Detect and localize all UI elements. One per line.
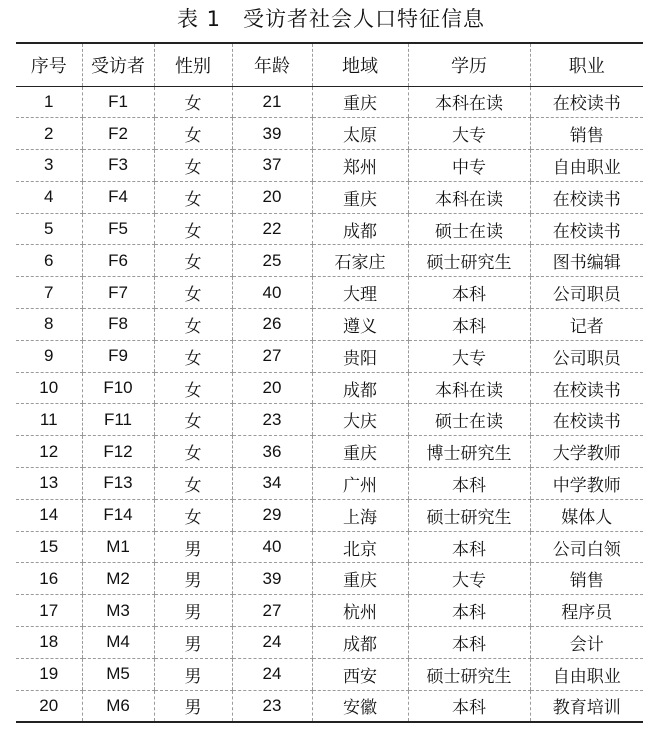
education-cell: 大专 [408, 340, 530, 372]
respondent-cell: F10 [82, 372, 154, 404]
gender-cell: 男 [154, 595, 232, 627]
region-cell: 成都 [312, 627, 408, 659]
occupation-cell: 自由职业 [530, 658, 643, 690]
id-cell: 10 [16, 372, 82, 404]
education-cell: 硕士研究生 [408, 499, 530, 531]
table-row [16, 627, 643, 659]
occupation-cell: 销售 [530, 118, 643, 150]
table-row [16, 213, 643, 245]
id-cell: 18 [16, 627, 82, 659]
age-cell: 21 [232, 86, 312, 118]
education-cell: 硕士研究生 [408, 658, 530, 690]
header-cell: 性别 [154, 43, 232, 86]
respondent-cell: F5 [82, 213, 154, 245]
gender-cell: 男 [154, 690, 232, 722]
respondent-cell: M1 [82, 531, 154, 563]
table-row [16, 309, 643, 341]
respondent-table [16, 42, 643, 723]
occupation-cell: 公司白领 [530, 531, 643, 563]
header-cell: 学历 [408, 43, 530, 86]
education-cell: 本科 [408, 690, 530, 722]
id-cell: 20 [16, 690, 82, 722]
id-cell: 1 [16, 86, 82, 118]
id-cell: 8 [16, 309, 82, 341]
education-cell: 本科在读 [408, 181, 530, 213]
occupation-cell: 媒体人 [530, 499, 643, 531]
gender-cell: 男 [154, 563, 232, 595]
header-cell: 序号 [16, 43, 82, 86]
education-cell: 大专 [408, 563, 530, 595]
occupation-cell: 自由职业 [530, 150, 643, 182]
header-cell: 地域 [312, 43, 408, 86]
education-cell: 本科 [408, 627, 530, 659]
education-cell: 中专 [408, 150, 530, 182]
age-cell: 23 [232, 404, 312, 436]
header-cell: 职业 [530, 43, 643, 86]
gender-cell: 男 [154, 627, 232, 659]
gender-cell: 女 [154, 309, 232, 341]
age-cell: 39 [232, 118, 312, 150]
age-cell: 26 [232, 309, 312, 341]
occupation-cell: 在校读书 [530, 372, 643, 404]
education-cell: 本科在读 [408, 372, 530, 404]
table-row [16, 404, 643, 436]
table-row [16, 372, 643, 404]
respondent-cell: F6 [82, 245, 154, 277]
respondent-cell: F7 [82, 277, 154, 309]
occupation-cell: 在校读书 [530, 181, 643, 213]
id-cell: 12 [16, 436, 82, 468]
education-cell: 本科 [408, 277, 530, 309]
gender-cell: 女 [154, 181, 232, 213]
table-body [16, 86, 643, 722]
respondent-cell: F11 [82, 404, 154, 436]
gender-cell: 女 [154, 277, 232, 309]
table-row [16, 118, 643, 150]
respondent-cell: M3 [82, 595, 154, 627]
id-cell: 17 [16, 595, 82, 627]
id-cell: 13 [16, 468, 82, 500]
id-cell: 16 [16, 563, 82, 595]
table-row [16, 499, 643, 531]
header-cell: 受访者 [82, 43, 154, 86]
region-cell: 石家庄 [312, 245, 408, 277]
age-cell: 27 [232, 340, 312, 372]
age-cell: 37 [232, 150, 312, 182]
education-cell: 博士研究生 [408, 436, 530, 468]
table-row [16, 690, 643, 722]
gender-cell: 女 [154, 86, 232, 118]
respondent-cell: F12 [82, 436, 154, 468]
age-cell: 20 [232, 372, 312, 404]
age-cell: 40 [232, 531, 312, 563]
occupation-cell: 教育培训 [530, 690, 643, 722]
region-cell: 大庆 [312, 404, 408, 436]
respondent-cell: F1 [82, 86, 154, 118]
table-row [16, 86, 643, 118]
age-cell: 27 [232, 595, 312, 627]
region-cell: 贵阳 [312, 340, 408, 372]
region-cell: 重庆 [312, 436, 408, 468]
region-cell: 遵义 [312, 309, 408, 341]
region-cell: 重庆 [312, 86, 408, 118]
region-cell: 上海 [312, 499, 408, 531]
region-cell: 西安 [312, 658, 408, 690]
id-cell: 2 [16, 118, 82, 150]
gender-cell: 女 [154, 213, 232, 245]
region-cell: 安徽 [312, 690, 408, 722]
table-row [16, 531, 643, 563]
id-cell: 9 [16, 340, 82, 372]
education-cell: 本科 [408, 531, 530, 563]
table-row [16, 150, 643, 182]
table-title: 表 1 受访者社会人口特征信息 [176, 7, 486, 31]
age-cell: 36 [232, 436, 312, 468]
age-cell: 34 [232, 468, 312, 500]
table-row [16, 658, 643, 690]
table-row [16, 277, 643, 309]
age-cell: 23 [232, 690, 312, 722]
id-cell: 15 [16, 531, 82, 563]
table-header-row [16, 43, 643, 86]
region-cell: 太原 [312, 118, 408, 150]
table-container [16, 42, 643, 723]
respondent-cell: F2 [82, 118, 154, 150]
occupation-cell: 大学教师 [530, 436, 643, 468]
gender-cell: 男 [154, 658, 232, 690]
education-cell: 本科在读 [408, 86, 530, 118]
table-row [16, 563, 643, 595]
gender-cell: 男 [154, 531, 232, 563]
region-cell: 郑州 [312, 150, 408, 182]
age-cell: 24 [232, 658, 312, 690]
age-cell: 22 [232, 213, 312, 245]
occupation-cell: 记者 [530, 309, 643, 341]
occupation-cell: 程序员 [530, 595, 643, 627]
age-cell: 25 [232, 245, 312, 277]
occupation-cell: 会计 [530, 627, 643, 659]
occupation-cell: 在校读书 [530, 86, 643, 118]
table-row [16, 245, 643, 277]
education-cell: 大专 [408, 118, 530, 150]
respondent-cell: M4 [82, 627, 154, 659]
region-cell: 杭州 [312, 595, 408, 627]
education-cell: 硕士在读 [408, 213, 530, 245]
gender-cell: 女 [154, 340, 232, 372]
occupation-cell: 公司职员 [530, 277, 643, 309]
table-row [16, 181, 643, 213]
id-cell: 11 [16, 404, 82, 436]
gender-cell: 女 [154, 118, 232, 150]
id-cell: 3 [16, 150, 82, 182]
table-row [16, 595, 643, 627]
education-cell: 本科 [408, 468, 530, 500]
gender-cell: 女 [154, 245, 232, 277]
occupation-cell: 公司职员 [530, 340, 643, 372]
table-row [16, 436, 643, 468]
education-cell: 硕士在读 [408, 404, 530, 436]
occupation-cell: 图书编辑 [530, 245, 643, 277]
age-cell: 20 [232, 181, 312, 213]
region-cell: 大理 [312, 277, 408, 309]
table-row [16, 468, 643, 500]
age-cell: 24 [232, 627, 312, 659]
id-cell: 4 [16, 181, 82, 213]
respondent-cell: F4 [82, 181, 154, 213]
education-cell: 本科 [408, 309, 530, 341]
respondent-cell: M6 [82, 690, 154, 722]
id-cell: 19 [16, 658, 82, 690]
gender-cell: 女 [154, 372, 232, 404]
id-cell: 6 [16, 245, 82, 277]
gender-cell: 女 [154, 468, 232, 500]
age-cell: 29 [232, 499, 312, 531]
age-cell: 39 [232, 563, 312, 595]
region-cell: 重庆 [312, 563, 408, 595]
occupation-cell: 中学教师 [530, 468, 643, 500]
education-cell: 硕士研究生 [408, 245, 530, 277]
education-cell: 本科 [408, 595, 530, 627]
region-cell: 成都 [312, 213, 408, 245]
header-cell: 年龄 [232, 43, 312, 86]
id-cell: 5 [16, 213, 82, 245]
respondent-cell: M5 [82, 658, 154, 690]
occupation-cell: 在校读书 [530, 404, 643, 436]
gender-cell: 女 [154, 499, 232, 531]
gender-cell: 女 [154, 404, 232, 436]
respondent-cell: M2 [82, 563, 154, 595]
respondent-cell: F3 [82, 150, 154, 182]
gender-cell: 女 [154, 150, 232, 182]
id-cell: 14 [16, 499, 82, 531]
respondent-cell: F8 [82, 309, 154, 341]
respondent-cell: F14 [82, 499, 154, 531]
region-cell: 北京 [312, 531, 408, 563]
id-cell: 7 [16, 277, 82, 309]
age-cell: 40 [232, 277, 312, 309]
region-cell: 重庆 [312, 181, 408, 213]
respondent-cell: F13 [82, 468, 154, 500]
gender-cell: 女 [154, 436, 232, 468]
occupation-cell: 销售 [530, 563, 643, 595]
respondent-cell: F9 [82, 340, 154, 372]
table-row [16, 340, 643, 372]
region-cell: 广州 [312, 468, 408, 500]
region-cell: 成都 [312, 372, 408, 404]
occupation-cell: 在校读书 [530, 213, 643, 245]
